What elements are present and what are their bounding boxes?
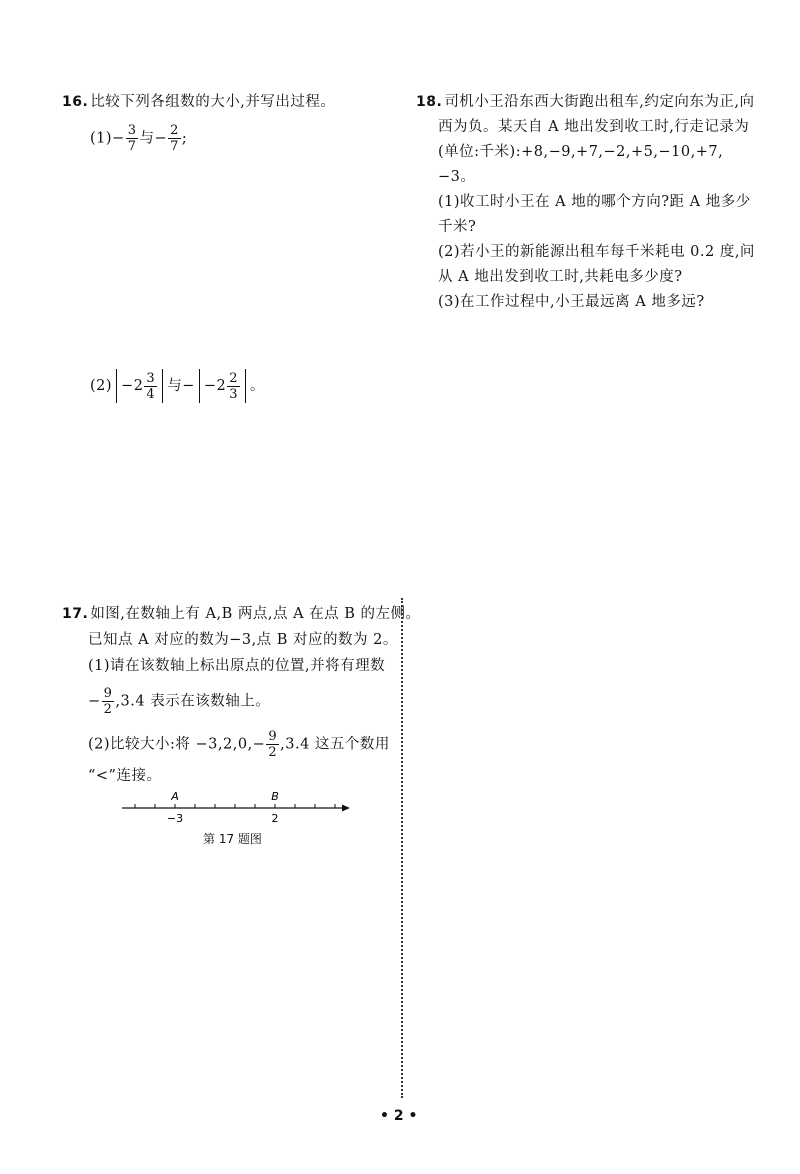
fraction-denominator: 2 — [103, 702, 113, 717]
q16-part1-connector: 与 — [139, 130, 155, 147]
q16-part1-end: ; — [181, 130, 188, 147]
point-a-label: A — [171, 790, 179, 803]
column-divider — [401, 598, 403, 1098]
q18-block — [416, 90, 786, 315]
q17-fraction — [102, 686, 115, 717]
fraction-numerator: 9 — [268, 729, 278, 744]
abs-bar-left — [116, 369, 117, 403]
q16-part2-connector: 与− — [167, 378, 195, 394]
q18-line-0 — [416, 90, 786, 115]
q16-part2-a-whole: −2 — [121, 378, 144, 394]
q16-part2-end: 。 — [250, 378, 266, 394]
q16-part1-a-sign: − — [112, 130, 125, 147]
point-b-label: B — [271, 790, 279, 803]
q17-line6: “<”连接。 — [88, 768, 162, 784]
q17-line4-rest: ,3.4 表示在该数轴上。 — [115, 693, 271, 710]
fraction-numerator: 3 — [146, 370, 156, 386]
fraction-numerator: 9 — [103, 686, 113, 701]
fraction-denominator: 7 — [127, 139, 137, 154]
point-b-value: 2 — [271, 812, 279, 825]
q16-part1-label: (1) — [90, 130, 113, 147]
fraction-denominator: 3 — [229, 386, 239, 402]
q17-line4-sign: − — [88, 693, 101, 710]
q16-part1-fraction-b — [168, 123, 181, 154]
page-number: • 2 • — [380, 1108, 418, 1124]
abs-bar-left — [199, 369, 200, 403]
q18-line: (单位:千米):+8,−9,+7,−2,+5,−10,+7, — [438, 144, 724, 160]
q17-line5-pre: (2)比较大小:将 −3,2,0,− — [88, 736, 266, 753]
q18-line: 千米? — [438, 219, 477, 235]
q18-line: (3)在工作过程中,小王最远离 A 地多远? — [438, 294, 705, 310]
q17-line5 — [88, 729, 390, 760]
fraction-denominator: 7 — [170, 139, 179, 154]
q16-text: 比较下列各组数的大小,并写出过程。 — [90, 94, 336, 110]
q18-line: (1)收工时小王在 A 地的哪个方向?距 A 地多少 — [438, 194, 751, 210]
q17-line4 — [88, 686, 270, 717]
fraction-numerator: 3 — [127, 123, 137, 138]
q18-text: 司机小王沿东西大街跑出租车,约定向东为正,向 — [444, 94, 755, 110]
q16-number: 16. — [62, 94, 89, 110]
q17-line2: 已知点 A 对应的数为−3,点 B 对应的数为 2。 — [88, 632, 398, 648]
number-line-figure — [118, 790, 354, 826]
q16-part2-fraction-a — [144, 371, 157, 402]
q17-text: 如图,在数轴上有 A,B 两点,点 A 在点 B 的左侧。 — [90, 606, 421, 622]
abs-bar-right — [162, 369, 163, 403]
fraction-numerator: 2 — [229, 370, 239, 386]
q16-part2-b-whole: −2 — [203, 378, 227, 394]
q18-line: (2)若小王的新能源出租车每千米耗电 0.2 度,问 — [438, 244, 755, 260]
number-line-arrow-icon — [342, 805, 350, 812]
q16-part2 — [90, 369, 265, 403]
q18-number: 18. — [416, 94, 443, 110]
q18-line: 西为负。某天自 A 地出发到收工时,行走记录为 — [438, 119, 750, 135]
q17-line3: (1)请在该数轴上标出原点的位置,并将有理数 — [88, 658, 386, 674]
q16-part2-fraction-b — [227, 371, 240, 402]
abs-bar-right — [245, 369, 246, 403]
point-a-value: −3 — [166, 812, 184, 825]
q16-part2-label: (2) — [90, 378, 113, 394]
q17-line5-rest: ,3.4 这五个数用 — [280, 736, 390, 753]
q16-part1-fraction-a — [126, 123, 139, 154]
fraction-denominator: 4 — [146, 386, 156, 402]
q17-number: 17. — [62, 606, 89, 622]
fraction-numerator: 2 — [170, 123, 179, 138]
q18-line: −3。 — [438, 169, 476, 185]
q17-line1 — [62, 604, 421, 624]
q17-fraction — [266, 729, 279, 760]
q16-heading — [62, 90, 335, 114]
q16-part1 — [90, 123, 187, 154]
figure-caption: 第 17 题图 — [203, 832, 262, 846]
fraction-denominator: 2 — [268, 745, 278, 760]
q16-part1-b-sign: − — [154, 130, 168, 147]
q18-line: 从 A 地出发到收工时,共耗电多少度? — [438, 269, 683, 285]
